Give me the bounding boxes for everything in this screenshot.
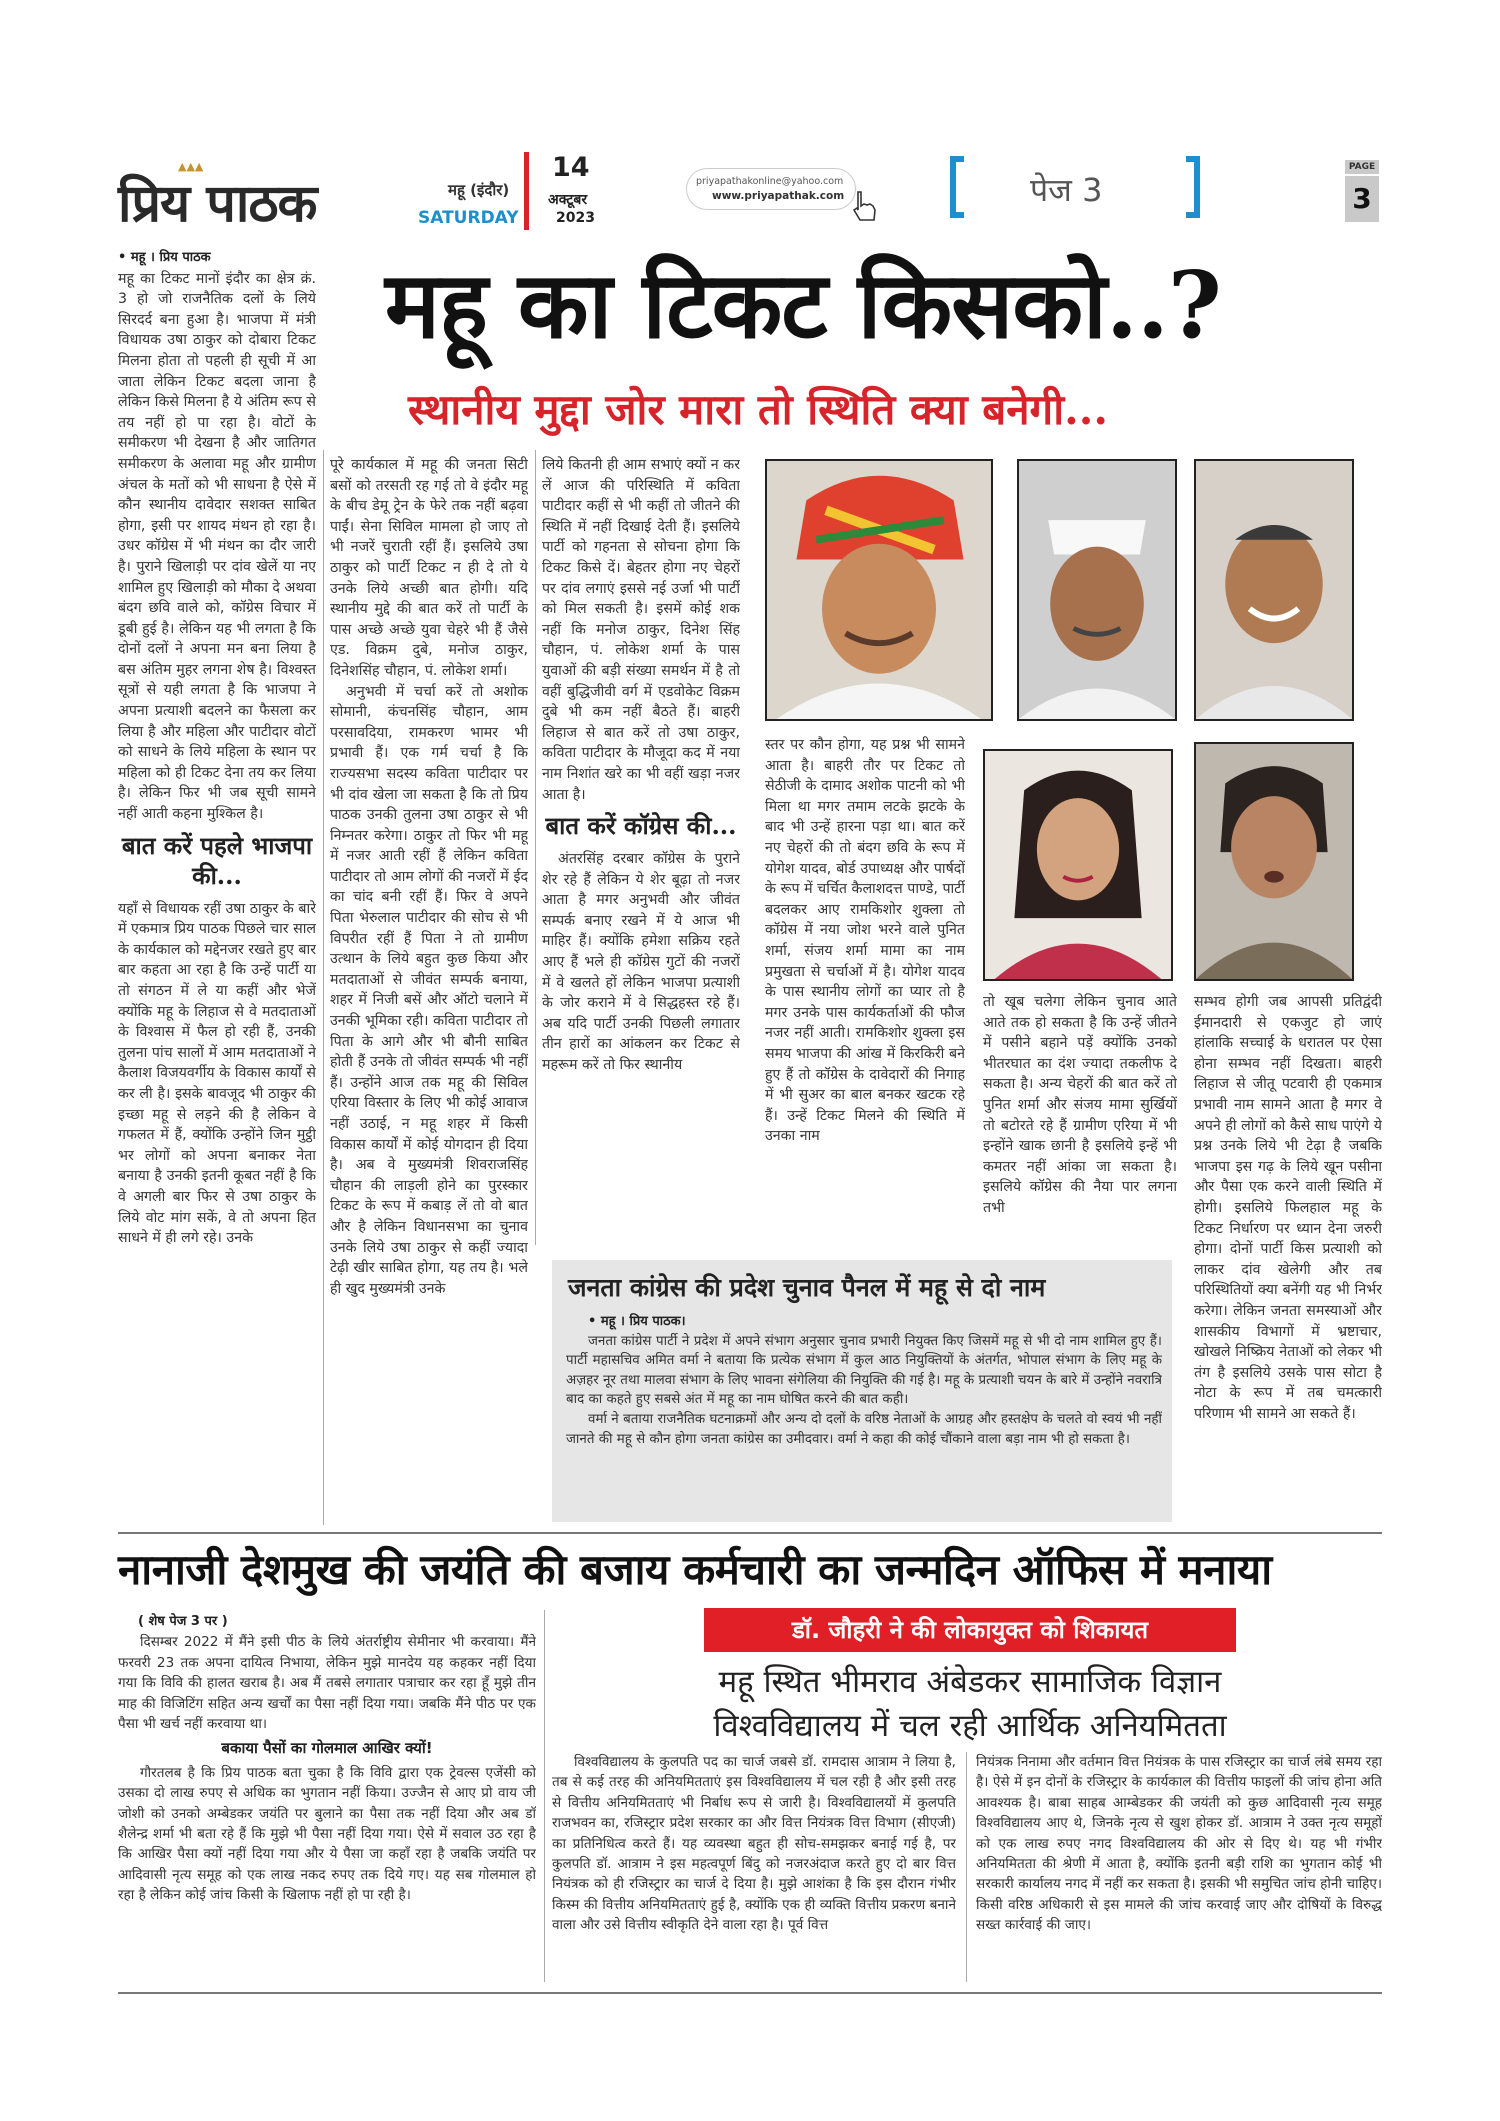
pointer-hand-icon — [848, 188, 880, 224]
page-bracket-right — [1186, 156, 1200, 218]
lokayukta-banner: डॉ. जौहरी ने की लोकायुक्त को शिकायत — [704, 1608, 1236, 1652]
lead-col1-text: महू का टिकट मानों इंदौर का क्षेत्र क्रं. 3 हो जो राजनैतिक दलों के लिये सिरदर्द बना हुआ है। भाजपा में मंत्री विधायक उषा ठाकुर को दोबारा टिकट मिलना होता तो पहली ही सूची में आ जाता लेकिन टिकट बदला जाना है लेकिन किसे मिलना है ये अंतिम रूप से तय नहीं हो पा रहा है। वोटों के समीकरण भी देखना है और जातिगत समीकरण के अलावा महू और ग्रामीण अंचल के मतों को भी साधना है ऐसे में कौन स्थानीय दावेदार सशक्त साबित होगा, इसी पर शायद मंथन हो रहा है। उधर कॉग्रेस में भी मंथन का दौर जारी है। पुराने खिलाड़ी पर दांव खेलें या नए शामिल हुए खिलाड़ी को मौका दे अथवा बंदग छवि वाले को, कॉग्रेस विचार में डूबी हुई है। लेकिन यह भी लगता है कि दोनों दलों ने अपना मन बना लिया है बस अंतिम मुहर लगना शेष है। विश्वस्त सूत्रों से यही लगता है कि भाजपा ने अपना प्रत्याशी बदलने का फैसला कर लिया है और महिला और पाटीदार वोटों को साधने के लिये महिला के स्थान पर महिला को ही टिकट देना तय कर लिया है। लेकिन फिर भी जब सूची सामने नहीं आती कहना मुश्किल है। — [118, 270, 316, 823]
lead-column-5 — [983, 992, 1177, 1245]
candidate-photo-2 — [1017, 459, 1177, 721]
subhead-congress: बात करें कॉग्रेस की... — [545, 811, 737, 841]
newspaper-logo: प्रिय पाठक — [118, 173, 317, 234]
edition-day: SATURDAY — [418, 208, 519, 228]
portrait-smiling-icon — [1196, 461, 1352, 719]
lead-col3-text2: अंतरसिंह दरबार कॉग्रेस के पुराने शेर रहे हैं लेकिन ये शेर बूढ़ा तो नजर आता है मगर अनुभवी और जीवंत सम्पर्क बनाए रखने में ये आज भी माहिर हैं। क्योंकि हमेशा सक्रिय रहते आए हैं भले ही कॉग्रेस गुटों की नजरों में वे खलते हों लेकिन भाजपा प्रत्याशी के जोर कराने में वे सिद्धहस्त रहे हैं। अब यदि पार्टी उनकी पिछली लगातार तीन हारों का आंकलन कर टिकट से महरूम करें तो फिर स्थानीय — [542, 851, 740, 1074]
contact-website[interactable]: www.priyapathak.com — [712, 190, 845, 202]
column-rule — [544, 1610, 545, 1982]
portrait-turban-icon — [767, 461, 991, 719]
lead-col6-text: सम्भव होगी जब आपसी प्रतिद्वंदी ईमानदारी से एकजुट हो जाएं हांलाकि सच्चाई के धरातल पर ऐसा होना सम्भव नहीं दिखता। बाहरी लिहाज से जीतू पटवारी ही एकमात्र प्रभावी नाम सामने आता है मगर वे अपने ही लोगों को कैसे साध पाएंगे ये प्रश्न उनके लिये भी टेढ़ा है जबकि भाजपा इस गढ़ के लिये खून पसीना और पैसा एक करने वाली स्थिति में होगी। इसलिये फिलहाल महू के टिकट निर्धारण पर ध्यान देना जरुरी होगा। दोनों पार्टी किस प्रत्याशी को लाकर दांव खेलेगी और तब परिस्थितियों क्या बनेंगी यह भी निर्भर करेगा। लेकिन जनता समस्याओं और शासकीय विभागों में भ्रष्टाचार, खोखले निष्क्रिय नेताओं को लेकर भी तंग है इसलिये उसके पास सोटा है नोटा के रूप में तब चमत्कारी परिणाम भी सामने आ सकते हैं। — [1194, 994, 1382, 1422]
footer-rule — [118, 1992, 1382, 1994]
column-rule — [323, 450, 324, 1525]
lead-col2-text2: अनुभवी में चर्चा करें तो अशोक सोमानी, कंचनसिंह चौहान, आम परसावदिया, रामकरण भामर भी प्रभावी हैं। एक गर्म चर्चा है कि राज्यसभा सदस्य कविता पाटीदार पर भी दांव खेला जा सकता है कि तो प्रिय पाठक उनकी तुलना उषा ठाकुर से भी निम्नतर करेगा। ठाकुर तो फिर भी महू में नजर आती रहीं हैं लेकिन कविता पाटीदार तो आम लोगों की नजरों में ईद का चांद बनी रहीं हैं। फिर वे अपने पिता भेरुलाल पाटीदार की सोच से भी विपरीत रहीं हैं पिता ने तो ग्रामीण उत्थान के लिये बहुत कुछ किया और मतदाताओं से जीवंत सम्पर्क बनाया, शहर में निजी बसें और ऑटो चलाने में उनकी भूमिका रही। कविता पाटीदार तो पिता के आगे और भी बौनी साबित होती हैं उनके तो जीवंत सम्पर्क भी नहीं हैं। उन्होंने आज तक महू की सिविल एरिया विस्तार के लिए भी कोई आवाज नहीं उठाई, न महू शहर में किसी विकास कार्यों में कोई योगदान ही दिया है। अब वे मुख्यमंत्री शिवराजसिंह चौहान की लाड़ली होने का पुरस्कार टिकट के रूप में कबाड़ लें तो वो बात और है लेकिन विधानसभा का चुनाव उनके लिये उषा ठाकुर से कहीं ज्यादा टेढ़ी खीर साबित होगा, यह तय है। भले ही खुद मुख्यमंत्री उनके — [330, 683, 528, 1297]
lead-subheadline: स्थानीय मुद्दा जोर मारा तो स्थिति क्या बनेगी... — [408, 385, 1108, 434]
lead-col3-text: लिये कितनी ही आम सभाएं क्यों न कर लें आज की परिस्थिति में कविता पाटीदार कहीं से भी कहीं तो जीतने की स्थिति में नहीं दिखाई देती हैं। इसलिये पार्टी को गहनता से सोचना होगा कि टिकट किसे दें। बेहतर होगा नए चेहरों पर दांव लगाएं इससे नई उर्जा भी पार्टी को मिल सकती है। इसमें कोई शक नहीं कि मनोज ठाकुर, दिनेश सिंह चौहान, पं. लोकेश शर्मा के पास युवाओं की बड़ी संख्या समर्थन में है तो वहीं बुद्धिजीवी वर्ग में एडवोकेट विक्रम दुबे भी कम नहीं बैठते हैं। बाहरी लिहाज से बात करें तो उषा ठाकुर, कविता पाटीदार के मौजूदा कद में नया नाम निशांत खरे का भी वहीं खड़ा नजर आता है। — [542, 457, 740, 803]
lead-col1-text2: यहाँ से विधायक रहीं उषा ठाकुर के बारे में एकमात्र प्रिय पाठक पिछले चार साल के कार्यकाल को मद्देनजर रखते हुए बार बार कहता आ रहा है कि उन्हें पार्टी या तो संगठन में ले या कहीं और भेजें क्योंकि महू के लिहाज से वे मतदाताओं के विश्वास में फैल हो रही हैं, उनकी तुलना पांच सालों में आम मतदाताओं ने कैलाश विजयवर्गीय के विकास कार्यों से कर ली है। इसके बावजूद भी ठाकुर की इच्छा महू से लड़ने की है लेकिन वे गफलत में हैं, क्योंकि उन्होंने जिन मुट्ठी भर लोगों को अपना बनाकर नेता बनाया है उनकी इतनी कूबत नहीं है कि वे अगली बार फिर से उषा ठाकुर के लिये वोट मांग सकें, वे तो अपना हित साधने में ही लगे रहे। उनके — [118, 900, 316, 1247]
page-bracket-left — [950, 156, 964, 218]
edition-place: महू (इंदौर) — [448, 181, 510, 199]
continued-note: ( शेष पेज 3 पर ) — [138, 1614, 228, 1629]
candidate-photo-5 — [1194, 742, 1354, 981]
lead-col5-text: तो खूब चलेगा लेकिन चुनाव आते आते तक हो सकता है कि उन्हें जीतने में पसीने बहाने पड़ें क्योंकि उनको भीतरघात का दंश ज्यादा तकलीफ दे सकता है। अन्य चेहरों की बात करें तो पुनित शर्मा और संजय मामा सुर्खियों तो बटोरते रहे हैं ग्रामीण एरिया में भी इन्होंने खाक छानी है इसलिये इन्हें भी कमतर नहीं आंका जा सकता है। इसलिये कॉग्रेस की नैया पार लगना तभी — [983, 994, 1177, 1216]
page-number: 3 — [1345, 176, 1379, 222]
candidate-photo-1 — [765, 459, 993, 721]
lead-column-6 — [1194, 992, 1382, 1532]
date-number: 14 — [552, 152, 590, 183]
lead-headline: महू का टिकट किसको..? — [385, 251, 1221, 359]
lokayukta-column-2 — [976, 1752, 1382, 1984]
janta-congress-title: जनता कांग्रेस की प्रदेश चुनाव पैनल में महू से दो नाम — [568, 1273, 1046, 1302]
lokayukta-col2-text: नियंत्रक निनामा और वर्तमान वित्त नियंत्रक के पास रजिस्ट्रार का चार्ज लंबे समय रहा है। ऐसे में इन दोनों के रजिस्ट्रार के कार्यकाल की वित्तीय फाइलों की जांच होना अति आवश्यक है। बाबा साहब आम्बेडकर की जयंती को कुछ आदिवासी नृत्य समूह विश्वविद्यालय आए थे, जिनके नृत्य से खुश होकर डॉ. आत्राम ने उक्त नृत्य समूहों को एक लाख रुपए नगद विश्वविद्यालय की ओर से दिए थे। यह भी गंभीर अनियमितता की श्रेणी में आता है, क्योंकि इतनी बड़ी राशि का भुगतान कोई भी सरकारी कार्यालय नगद में नहीं कर सकता है। इसकी भी समुचित जांच होनी चाहिए। किसी वरिष्ठ अधिकारी से इस मामले की जांच करवाई जाए और दोषियों के विरुद्ध सख्त कार्रवाई की जाए। — [976, 1754, 1382, 1934]
lead-column-2 — [330, 455, 528, 1525]
nanaji-column — [118, 1612, 536, 1982]
section-rule — [118, 1532, 1382, 1534]
lokayukta-column-1 — [552, 1752, 956, 1984]
janta-congress-body — [566, 1312, 1162, 1518]
lokayukta-head-line1: महू स्थित भीमराव अंबेडकर सामाजिक विज्ञान — [718, 1664, 1222, 1700]
nanaji-text1: दिसम्बर 2022 में मैंने इसी पीठ के लिये अंतर्राष्ट्रीय सेमीनार भी करवाया। मैंने फरवरी 23 तक अपना दायित्व निभाया, लेकिन मुझे मानदेय यह कहकर नहीं दिया गया कि विवि की हालत खराब है। अब मैं तबसे लगातार पत्राचार कर रहा हूँ मुझे तीन माह की विजिटिंग सहित अन्य खर्चों का पैसा नहीं दिया गया। जबकि मैंने पीठ पर एक पैसा भी खर्च नहीं करवाया था। — [118, 1634, 536, 1733]
janta-congress-byline: • महू । प्रिय पाठक। — [588, 1314, 686, 1329]
candidate-photo-3 — [1194, 459, 1354, 721]
lead-column-1 — [118, 248, 316, 1526]
janta-congress-para2: वर्मा ने बताया राजनैतिक घटनाक्रमों और अन्य दो दलों के वरिष्ठ नेताओं के आग्रह और हस्तक्षेप के चलते वो स्वयं भी नहीं जानते की महू से कौन होगा जनता कांग्रेस का उमीदवार। वर्मा ने कहा की कोई चौंकाने वाला बड़ा नाम भी हो सकता है। — [566, 1411, 1162, 1447]
janta-congress-para1: जनता कांग्रेस पार्टी ने प्रदेश में अपने संभाग अनुसार चुनाव प्रभारी नियुक्त किए जिसमें महू से भी दो नाम शामिल हुए हैं। पार्टी महासचिव अमित वर्मा ने बताया कि प्रत्येक संभाग में कुल आठ नियुक्तियों के अंतर्गत, भोपाल संभाग के लिए महू के अज़हर नूर तथा मालवा संभाग के लिए भावना संगेलिया की नियुक्ति की गई है। महू के प्रत्याशी चयन के बारे में उन्होंने नवरात्रि बाद का कहते हुए सबसे अंत में महू का नाम घोषित करने की बात कही। — [566, 1333, 1162, 1408]
portrait-cap-icon — [1019, 461, 1175, 719]
lokayukta-col1-text: विश्वविद्यालय के कुलपति पद का चार्ज जबसे डॉ. रामदास आत्राम ने लिया है, तब से कई तरह की अनियमितताएं इस विश्वविद्यालय में चल रही है और इसी तरह से वित्तीय अनियमितताएं भी निर्बाध रूप से जारी है। विश्वविद्यालयों में कुलपति राजभवन का, रजिस्ट्रार प्रदेश सरकार का और वित्त नियंत्रक वित्त विभाग (सीएजी) का प्रतिनिधित्व करते हैं। यह व्यवस्था बहुत ही सोच-समझकर बनाई गई है, पर कुलपति डॉ. आत्राम ने इस महत्वपूर्ण बिंदु को नजरअंदाज करते हुए दो बार वित्त नियंत्रक को ही रजिस्ट्रार का चार्ज दे दिया है। मुझे आशंका है कि इस दौरान गंभीर किस्म की वित्तीय अनियमितताएं हुई है, क्योंकि एक ही व्यक्ति वित्तीय प्रकरण बनाने वाला और उसे वित्तीय स्वीकृति देने वाला रहा है। पूर्व वित्त — [552, 1754, 956, 1934]
contact-box — [686, 168, 856, 210]
lokayukta-head-line2: विश्वविद्यालय में चल रही आर्थिक अनियमितता — [713, 1708, 1227, 1744]
page-label: पेज 3 — [1030, 171, 1103, 209]
lead-column-4 — [765, 735, 965, 1245]
date-month: अक्टूबर — [548, 192, 588, 208]
candidate-photo-4 — [983, 749, 1173, 981]
column-rule — [535, 450, 536, 1245]
nanaji-text2: गौरतलब है कि प्रिय पाठक बता चुका है कि विवि द्वारा एक ट्रेवल्स एजेंसी को उसका दो लाख रुपए से अधिक का भुगतान नहीं किया। उज्जैन से आए प्रो वाय जी जोशी को उनको अम्बेडकर जयंति पर बुलाने का पैसा तक नहीं दिया और अब डॉ शैलेन्द्र शर्मा भी बता रहे हैं कि मुझे भी पैसा नहीं दिया गया। ऐसे में सवाल उठ रहा है कि आखिर पैसा क्यों नहीं दिया गया और ये पैसा जा कहाँ रहा है जबकि जयंति पर आदिवासी नृत्य समूह को एक लाख नकद रुपए तक दिये गए। यह सब गोलमाल हो रहा है लेकिन कोई जांच किसी के खिलाफ नहीं हो पा रही है। — [118, 1764, 536, 1904]
lead-byline: • महू । प्रिय पाठक — [118, 250, 211, 265]
lead-col2-text: पूरे कार्यकाल में महू की जनता सिटी बसों को तरसती रह गई तो वे इंदौर महू के बीच डेमू ट्रेन के फेरे तक नहीं बढ़वा पाईं। सेना सिविल मामला हो जाए तो भी नजरें चुराती रहीं हैं। इसलिये उषा ठाकुर को पार्टी टिकट न ही दे तो ये उनके लिये अच्छी बात होगी। यदि स्थानीय मुद्दे की बात करें तो पार्टी के पास अच्छे अच्छे युवा चेहरे भी हैं जैसे एड. विक्रम दुबे, मनोज ठाकुर, दिनेशसिंह चौहान, पं. लोकेश शर्मा। — [330, 457, 528, 679]
portrait-woman-speaking-icon — [1196, 744, 1352, 979]
contact-email[interactable]: priyapathakonline@yahoo.com — [696, 176, 844, 187]
logo-ornament: ▲▲▲ — [178, 160, 204, 173]
lead-col4-text: स्तर पर कौन होगा, यह प्रश्न भी सामने आता है। बाहरी तौर पर टिकट तो सेठीजी के दामाद अशोक पाटनी को भी मिला था मगर तमाम लटके झटके के बाद भी उन्हें हारना पड़ा था। बात करें नए चेहरों की तो बंदग छवि के रूप में योगेश यादव, बोर्ड उपाध्यक्ष और पार्षदों के रूप में चर्चित कैलाशदत्त पाण्डे, पार्टी बदलकर आए रामकिशोर शुक्ला तो कॉग्रेस में नया जोश भरने वाले पुनित शर्मा, संजय शर्मा मामा का नाम प्रमुखता से चर्चाओं में है। योगेश यादव के पास स्थानीय लोगों का प्यार तो है मगर उनके पास कार्यकर्ताओं की फौज नजर नहीं आती। रामकिशोर शुक्ला इस समय भाजपा की आंख में किरकिरी बने हुए हैं तो कॉग्रेस के दावेदारों की निगाह में भी सुअर का बाल बनकर खटक रहे हैं। उन्हें टिकट मिलने की स्थिति में उनका नाम — [765, 737, 965, 1145]
date-year: 2023 — [556, 210, 595, 226]
column-rule — [966, 1752, 967, 1982]
page-tag: PAGE — [1345, 160, 1379, 174]
nanaji-headline: नानाजी देशमुख की जयंति की बजाय कर्मचारी का जन्मदिन ऑफिस में मनाया — [118, 1545, 1272, 1594]
portrait-woman-icon — [985, 751, 1171, 979]
nanaji-subhead: बकाया पैसों का गोलमाल आखिर क्यों! — [221, 1739, 433, 1758]
lead-column-3 — [542, 455, 740, 1245]
masthead-divider — [524, 152, 529, 230]
subhead-bjp: बात करें पहले भाजपा की... — [121, 830, 313, 890]
